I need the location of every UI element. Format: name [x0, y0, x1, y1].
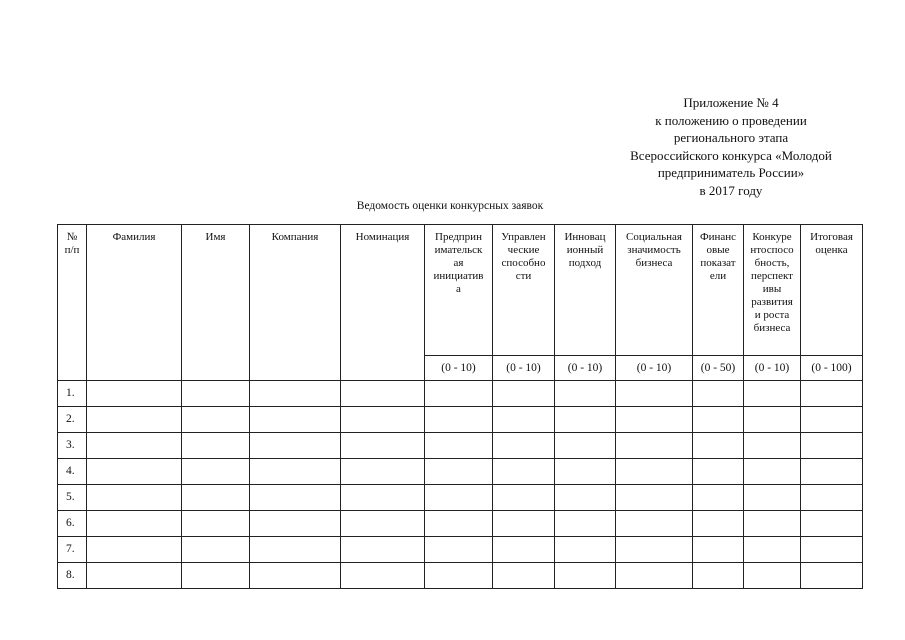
appendix-line: Всероссийского конкурса «Молодой	[630, 147, 832, 163]
empty-cell	[182, 459, 250, 485]
empty-cell	[493, 459, 555, 485]
header-innovative-approach: Инновац ионный подход	[555, 225, 616, 356]
header-entrepreneurial-initiative: Предприн имательск ая инициатив а	[425, 225, 493, 356]
appendix-header	[600, 94, 862, 200]
empty-cell	[182, 407, 250, 433]
empty-cell	[87, 511, 182, 537]
row-number: 3.	[58, 433, 87, 459]
empty-cell	[182, 537, 250, 563]
empty-cell	[250, 485, 341, 511]
empty-cell	[493, 407, 555, 433]
appendix-line: регионального этапа	[673, 130, 789, 146]
table-row	[58, 407, 863, 433]
empty-cell	[555, 433, 616, 459]
table-row	[58, 485, 863, 511]
header-management-skills: Управлен ческие способно сти	[493, 225, 555, 356]
empty-cell	[182, 433, 250, 459]
appendix-line: к положению о проведении	[655, 112, 807, 128]
empty-cell	[801, 537, 863, 563]
empty-cell	[341, 459, 425, 485]
empty-cell	[693, 459, 744, 485]
empty-cell	[693, 511, 744, 537]
empty-cell	[250, 563, 341, 589]
table-row	[58, 459, 863, 485]
empty-cell	[801, 563, 863, 589]
empty-cell	[425, 381, 493, 407]
empty-cell	[341, 563, 425, 589]
table-row	[58, 381, 863, 407]
evaluation-table	[57, 224, 863, 589]
row-number: 7.	[58, 537, 87, 563]
empty-cell	[555, 485, 616, 511]
empty-cell	[341, 511, 425, 537]
score-range-cell: (0 - 10)	[555, 356, 616, 381]
empty-cell	[250, 459, 341, 485]
score-range-cell: (0 - 10)	[616, 356, 693, 381]
row-number: 1.	[58, 381, 87, 407]
empty-cell	[693, 485, 744, 511]
empty-cell	[616, 407, 693, 433]
empty-cell	[744, 537, 801, 563]
header-nomination: Номинация	[341, 225, 425, 381]
empty-cell	[616, 537, 693, 563]
empty-cell	[87, 381, 182, 407]
empty-cell	[744, 433, 801, 459]
empty-cell	[693, 563, 744, 589]
header-company: Компания	[250, 225, 341, 381]
empty-cell	[425, 537, 493, 563]
empty-cell	[341, 381, 425, 407]
empty-cell	[250, 537, 341, 563]
empty-cell	[87, 459, 182, 485]
empty-cell	[801, 459, 863, 485]
empty-cell	[493, 433, 555, 459]
empty-cell	[744, 485, 801, 511]
empty-cell	[341, 485, 425, 511]
empty-cell	[616, 433, 693, 459]
empty-cell	[616, 485, 693, 511]
empty-cell	[182, 381, 250, 407]
empty-cell	[87, 537, 182, 563]
empty-cell	[744, 381, 801, 407]
score-range-cell: (0 - 50)	[693, 356, 744, 381]
score-range-cell: (0 - 10)	[493, 356, 555, 381]
empty-cell	[693, 433, 744, 459]
empty-cell	[616, 381, 693, 407]
appendix-line: Приложение № 4	[683, 95, 779, 110]
header-name: Имя	[182, 225, 250, 381]
empty-cell	[341, 433, 425, 459]
empty-cell	[250, 511, 341, 537]
empty-cell	[250, 381, 341, 407]
empty-cell	[425, 459, 493, 485]
empty-cell	[425, 511, 493, 537]
empty-cell	[555, 381, 616, 407]
score-range-cell: (0 - 10)	[425, 356, 493, 381]
empty-cell	[744, 459, 801, 485]
empty-cell	[801, 485, 863, 511]
empty-cell	[801, 511, 863, 537]
empty-cell	[182, 511, 250, 537]
empty-cell	[493, 381, 555, 407]
empty-cell	[555, 407, 616, 433]
empty-cell	[87, 563, 182, 589]
empty-cell	[693, 537, 744, 563]
empty-cell	[744, 511, 801, 537]
header-financial-indicators: Финанс овые показат ели	[693, 225, 744, 356]
empty-cell	[555, 563, 616, 589]
empty-cell	[555, 537, 616, 563]
empty-cell	[493, 563, 555, 589]
empty-cell	[250, 433, 341, 459]
header-competitiveness: Конкуре нтоспосо бность, перспект ивы развития и роста бизнеса	[744, 225, 801, 356]
empty-cell	[555, 511, 616, 537]
empty-cell	[616, 511, 693, 537]
empty-cell	[250, 407, 341, 433]
empty-cell	[87, 485, 182, 511]
score-range-cell: (0 - 100)	[801, 356, 863, 381]
empty-cell	[493, 485, 555, 511]
appendix-line: в 2017 году	[699, 182, 763, 198]
empty-cell	[801, 381, 863, 407]
row-number: 4.	[58, 459, 87, 485]
empty-cell	[87, 407, 182, 433]
empty-cell	[744, 563, 801, 589]
empty-cell	[182, 563, 250, 589]
empty-cell	[801, 433, 863, 459]
empty-cell	[425, 433, 493, 459]
empty-cell	[493, 537, 555, 563]
empty-cell	[341, 407, 425, 433]
empty-cell	[693, 407, 744, 433]
table-header-row	[58, 225, 863, 356]
header-total-score: Итоговая оценка	[801, 225, 863, 356]
empty-cell	[425, 485, 493, 511]
empty-cell	[425, 563, 493, 589]
header-surname: Фамилия	[87, 225, 182, 381]
empty-cell	[87, 433, 182, 459]
sheet-title: Ведомость оценки конкурсных заявок	[356, 200, 544, 212]
table-row	[58, 511, 863, 537]
row-number: 2.	[58, 407, 87, 433]
appendix-line: предприниматель России»	[657, 165, 805, 181]
row-number: 8.	[58, 563, 87, 589]
score-range-cell: (0 - 10)	[744, 356, 801, 381]
table-row	[58, 537, 863, 563]
empty-cell	[555, 459, 616, 485]
row-number: 6.	[58, 511, 87, 537]
empty-cell	[693, 381, 744, 407]
table-row	[58, 563, 863, 589]
empty-cell	[341, 537, 425, 563]
empty-cell	[616, 459, 693, 485]
header-number: № п/п	[58, 225, 87, 381]
empty-cell	[425, 407, 493, 433]
row-number: 5.	[58, 485, 87, 511]
header-social-significance: Социальная значимость бизнеса	[616, 225, 693, 356]
empty-cell	[182, 485, 250, 511]
empty-cell	[801, 407, 863, 433]
empty-cell	[493, 511, 555, 537]
table-row	[58, 433, 863, 459]
empty-cell	[744, 407, 801, 433]
empty-cell	[616, 563, 693, 589]
